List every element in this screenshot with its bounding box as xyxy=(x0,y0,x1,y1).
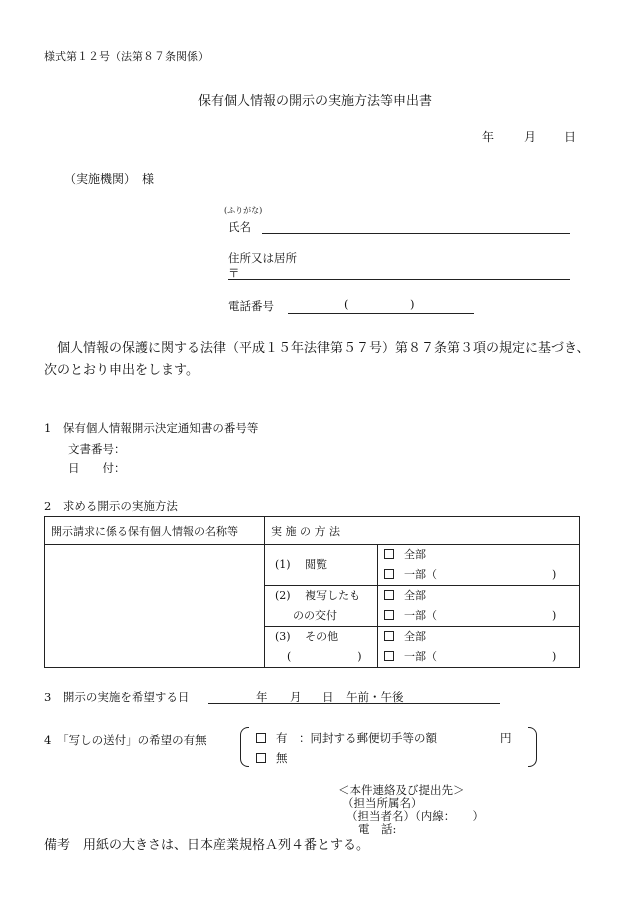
phone-paren-open: ( xyxy=(344,297,349,311)
section1-heading: 1 保有個人情報開示決定通知書の番号等 xyxy=(44,421,259,435)
document-title: 保有個人情報の開示の実施方法等申出書 xyxy=(197,94,432,109)
option-part-label: 一部（ xyxy=(404,609,437,622)
option-part-close: ) xyxy=(552,650,557,663)
date-month-label: 月 xyxy=(524,130,537,144)
address-field-line[interactable] xyxy=(228,279,570,280)
date-year-label: 年 xyxy=(482,130,495,144)
info-name-cell[interactable] xyxy=(45,545,265,668)
send-copy-yes-label: 有 ：同封する郵便切手等の額 xyxy=(276,731,437,745)
recipient: （実施機関） 様 xyxy=(64,172,155,186)
method-copy-label: (2) 複写したも xyxy=(275,589,361,602)
methods-table xyxy=(44,516,580,668)
doc-number-label: 文書番号： xyxy=(68,442,126,456)
section4-label: 4 「写しの送付」の希望の有無 xyxy=(44,733,207,747)
declaration-text: 個人情報の保護に関する法律（平成１５年法律第５７号）第８７条第３項の規定に基づき、次のとおり申出をします。 xyxy=(44,341,590,378)
method-copy xyxy=(265,586,378,627)
name-label: 氏名 xyxy=(228,220,251,234)
checkbox-icon[interactable] xyxy=(384,549,394,559)
option-view-part[interactable] xyxy=(378,565,579,585)
col-header-name: 開示請求に係る保有個人情報の名称等 xyxy=(45,517,265,545)
method-other-label: (3) その他 xyxy=(275,630,339,643)
option-part-close: ) xyxy=(552,609,557,622)
send-copy-no[interactable] xyxy=(256,750,288,766)
bracket-left xyxy=(240,727,249,767)
name-field-line[interactable] xyxy=(262,233,570,234)
checkbox-icon[interactable] xyxy=(384,590,394,600)
desired-day: 日 xyxy=(322,690,334,704)
section2-heading: 2 求める開示の実施方法 xyxy=(44,499,178,513)
method-view xyxy=(265,545,378,586)
phone-field-line[interactable] xyxy=(288,313,474,314)
option-copy-all[interactable] xyxy=(378,586,579,606)
address-label: 住所又は居所 xyxy=(228,251,297,265)
contact-phone: 電 話: xyxy=(358,822,397,836)
option-all-label: 全部 xyxy=(404,630,426,643)
bracket-right xyxy=(528,727,537,767)
option-copy-part[interactable] xyxy=(378,606,579,626)
option-part-label: 一部（ xyxy=(404,650,437,663)
phone-paren-close: ) xyxy=(410,297,415,311)
checkbox-icon[interactable] xyxy=(384,569,394,579)
contact-dept: （担当所属名） xyxy=(342,796,423,810)
checkbox-icon[interactable] xyxy=(384,610,394,620)
checkbox-icon[interactable] xyxy=(256,753,266,763)
notice-date-label: 日 付： xyxy=(68,461,126,475)
desired-month: 月 xyxy=(290,690,302,704)
method-copy-options xyxy=(378,586,580,627)
desired-year: 年 xyxy=(256,690,268,704)
contact-person: （担当者名）（内線： ） xyxy=(346,809,484,823)
checkbox-icon[interactable] xyxy=(256,733,266,743)
section3-label: 3 開示の実施を希望する日 xyxy=(44,690,190,704)
col-header-method: 実 施 の 方 法 xyxy=(265,517,580,545)
method-view-options xyxy=(378,545,580,586)
method-other-detail[interactable]: ( ) xyxy=(287,650,362,663)
method-view-label: (1) 閲覧 xyxy=(275,558,328,571)
method-copy-label-cont: のの交付 xyxy=(293,609,337,622)
form-number: 様式第１２号（法第８７条関係） xyxy=(44,50,209,63)
phone-label: 電話番号 xyxy=(228,299,274,313)
option-part-label: 一部（ xyxy=(404,568,437,581)
send-copy-no-label: 無 xyxy=(276,751,288,765)
checkbox-icon[interactable] xyxy=(384,631,394,641)
date-day-label: 日 xyxy=(564,130,577,144)
method-other xyxy=(265,627,378,668)
option-all-label: 全部 xyxy=(404,548,426,561)
option-part-close: ) xyxy=(552,568,557,581)
desired-ampm: 午前・午後 xyxy=(346,690,404,704)
yen-label: 円 xyxy=(500,731,512,745)
contact-heading: ＜本件連絡及び提出先＞ xyxy=(338,783,465,797)
method-other-options xyxy=(378,627,580,668)
postal-mark: 〒 xyxy=(228,266,240,280)
option-view-all[interactable] xyxy=(378,545,579,565)
checkbox-icon[interactable] xyxy=(384,651,394,661)
option-other-part[interactable] xyxy=(378,647,579,667)
send-copy-yes[interactable] xyxy=(256,730,437,746)
option-all-label: 全部 xyxy=(404,589,426,602)
remarks: 備考 用紙の大きさは、日本産業規格Ａ列４番とする。 xyxy=(44,838,370,853)
option-other-all[interactable] xyxy=(378,627,579,647)
furigana-label: (ふりがな) xyxy=(224,206,263,215)
